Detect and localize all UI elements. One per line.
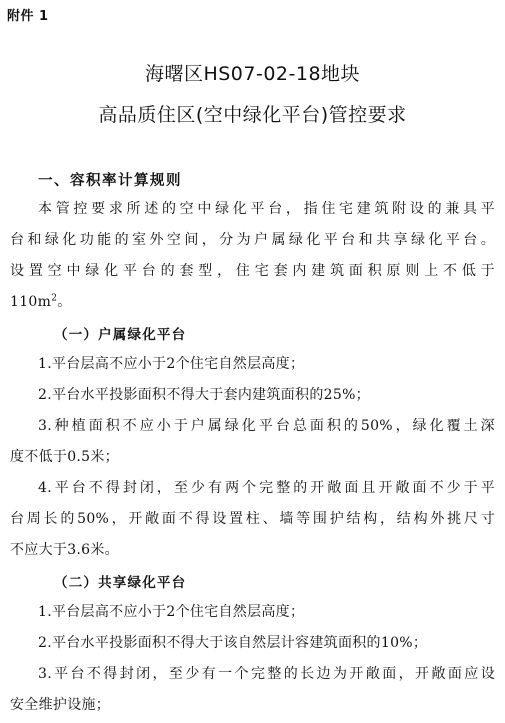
list-item: 3.平台不得封闭，至少有一个完整的长边为开敞面，开敞面应设 bbox=[38, 666, 495, 682]
area-superscript: 2 bbox=[51, 293, 58, 304]
list-item-continued: 度不低于0.5米； bbox=[10, 449, 119, 465]
list-item: 1.平台层高不应小于2个住宅自然层高度； bbox=[38, 604, 305, 620]
section-heading-far-calculation: 一、容积率计算规则 bbox=[38, 173, 182, 189]
list-item: 2.平台水平投影面积不得大于该自然层计容建筑面积的10%； bbox=[38, 635, 428, 651]
list-item: 3.种植面积不应小于户属绿化平台总面积的50%，绿化覆土深 bbox=[38, 418, 495, 434]
list-item: 1.平台层高不应小于2个住宅自然层高度； bbox=[38, 356, 305, 372]
list-item: 4.平台不得封闭，至少有两个完整的开敞面且开敞面不少于平 bbox=[38, 480, 495, 496]
subsection-heading-private-platform: （一）户属绿化平台 bbox=[54, 327, 187, 343]
list-item-continued: 安全维护设施； bbox=[10, 697, 111, 713]
area-period: 。 bbox=[57, 294, 72, 310]
attachment-label: 附件 1 bbox=[7, 9, 49, 24]
list-item: 2.平台水平投影面积不得大于套内建筑面积的25%； bbox=[38, 387, 370, 403]
subsection-heading-shared-platform: （二）共享绿化平台 bbox=[54, 575, 187, 591]
paragraph-line: 本管控要求所述的空中绿化平台，指住宅建筑附设的兼具平 bbox=[38, 201, 495, 217]
paragraph-line-area bbox=[10, 293, 495, 311]
document-title-line-1: 海曙区HS07-02-18地块 bbox=[144, 63, 361, 85]
area-value: 110m bbox=[10, 294, 52, 310]
document-title-line-2: 高品质住区(空中绿化平台)管控要求 bbox=[98, 104, 407, 126]
list-item-continued: 台周长的50%，开敞面不得设置柱、墙等围护结构，结构外挑尺寸 bbox=[10, 511, 495, 527]
paragraph-line: 台和绿化功能的室外空间，分为户属绿化平台和共享绿化平台。 bbox=[10, 232, 495, 248]
list-item-continued: 不应大于3.6米。 bbox=[10, 542, 119, 558]
paragraph-line: 设置空中绿化平台的套型，住宅套内建筑面积原则上不低于 bbox=[10, 263, 495, 279]
